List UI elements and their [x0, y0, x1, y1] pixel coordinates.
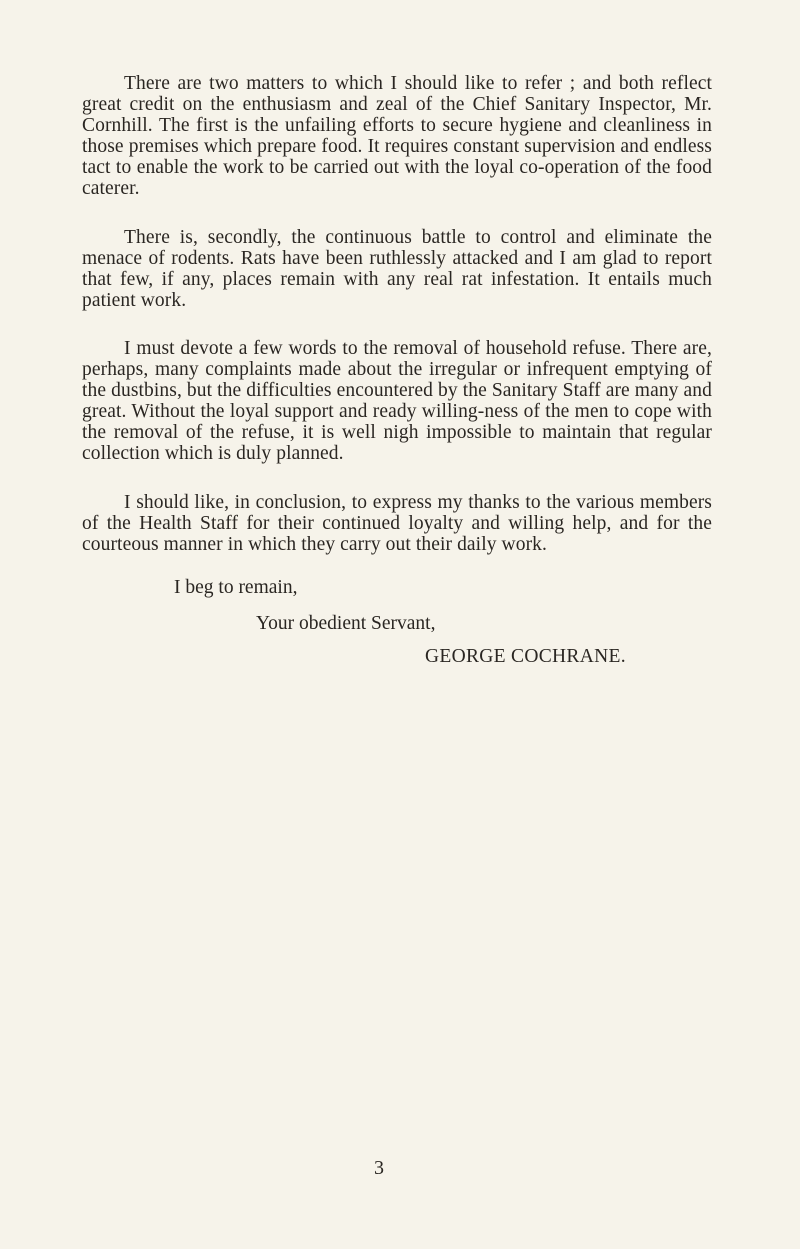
paragraph-food-hygiene: There are two matters to which I should like to refer ; and both reflect great credit on the enthusiasm and zeal of the Chief Sanitary Inspector, Mr. Cornhill. The first is the unfailing efforts to secure hygiene and cleanliness in those premises which prepare food. It requires constant supervision and endless tact to enable the work to be carried out with the loyal co-operation of the food caterer.	[82, 73, 712, 199]
closing-line-remain: I beg to remain,	[174, 577, 298, 598]
signature-name: GEORGE COCHRANE.	[425, 646, 626, 667]
closing-line-servant: Your obedient Servant,	[256, 613, 436, 634]
paragraph-refuse-removal: I must devote a few words to the removal of household refuse. There are, perhaps, many complaints made about the irregular or infrequent emptying of the dustbins, but the difficulties encountered by the Sanitary Staff are many and great. Without the loyal support and ready willing-ness of the men to cope with the removal of the refuse, it is well nigh impossible to maintain that regular collection which is duly planned.	[82, 338, 712, 464]
paragraph-rodent-control: There is, secondly, the continuous battle to control and eliminate the menace of rodents. Rats have been ruthlessly attacked and I am glad to report that few, if any, places remain with any real rat infestation. It entails much patient work.	[82, 227, 712, 311]
paragraph-conclusion: I should like, in conclusion, to express my thanks to the various members of the Health Staff for their continued loyalty and willing help, and for the courteous manner in which they carry out their daily work.	[82, 492, 712, 555]
page-number: 3	[374, 1157, 384, 1179]
